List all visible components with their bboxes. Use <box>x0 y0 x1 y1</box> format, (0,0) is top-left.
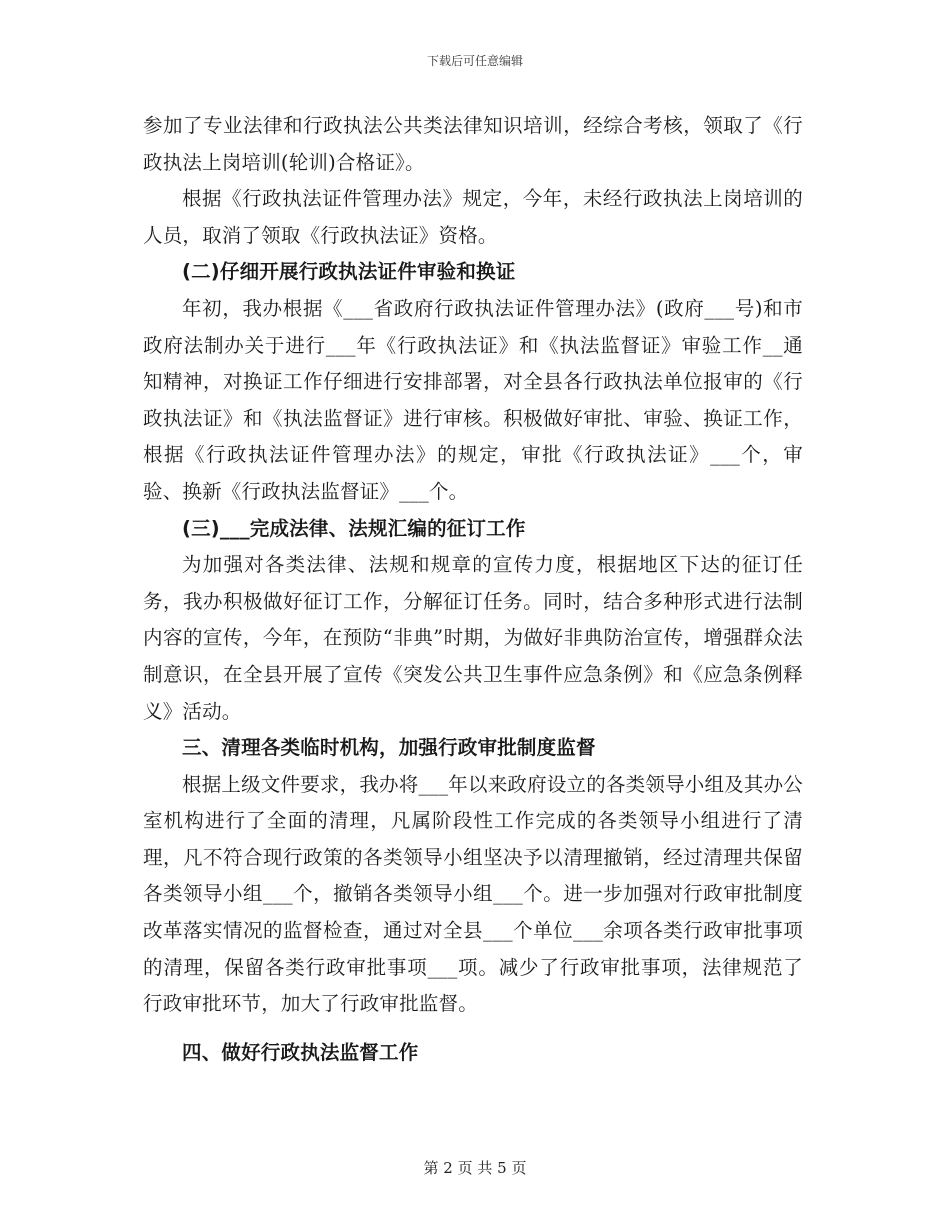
section-heading-temporary-agencies: 三、清理各类临时机构，加强行政审批制度监督 <box>182 736 596 760</box>
page-header: 下载后可任意编辑 <box>426 54 523 68</box>
paragraph-training-continued: 参加了专业法律和行政执法公共类法律知识培训，经综合考核，领取了《行政执法上岗培训(轮训)合格证》。 <box>143 114 803 174</box>
paragraph-temporary-agencies: 根据上级文件要求，我办将___年以来政府设立的各类领导小组及其办公室机构进行了全面的清理，凡属阶段性工作完成的各类领导小组进行了清理，凡不符合现行政策的各类领导小组坚决予以清理撤销，经过清理共保留各类领导小组___个，撤销各类领导小组___个。进一步加强对行政审批制度改革落实情况的监督检查，通过对全县___个单位___余项各类行政审批事项的清理，保留各类行政审批事项___项。减少了行政审批事项，法律规范了行政审批环节，加大了行政审批监督。 <box>143 772 803 1016</box>
paragraph-law-compilation: 为加强对各类法律、法规和规章的宣传力度，根据地区下达的征订任务，我办积极做好征订工作，分解征订任务。同时，结合多种形式进行法制内容的宣传，今年，在预防“非典”时期，为做好非典防治宣传，增强群众法制意识，在全县开展了宣传《突发公共卫生事件应急条例》和《应急条例释义》活动。 <box>143 553 803 723</box>
document-body <box>143 108 803 1071</box>
section-heading-law-compilation: (三)___完成法律、法规汇编的征订工作 <box>182 516 526 540</box>
paragraph-certificate-review: 年初，我办根据《___省政府行政执法证件管理办法》(政府___号)和市政府法制办关于进行___年《行政执法证》和《执法监督证》审验工作__通知精神，对换证工作仔细进行安排部署，对全县各行政执法单位报审的《行政执法证》和《执法监督证》进行审核。积极做好审批、审验、换证工作，根据《行政执法证件管理办法》的规定，审批《行政执法证》___个，审验、换新《行政执法监督证》___个。 <box>143 296 803 503</box>
page-number: 第 2 页 共 5 页 <box>423 1159 527 1177</box>
paragraph-certificate-rules: 根据《行政执法证件管理办法》规定，今年，未经行政执法上岗培训的人员，取消了领取《行政执法证》资格。 <box>143 187 803 247</box>
section-heading-certificate-review: (二)仔细开展行政执法证件审验和换证 <box>182 260 516 284</box>
section-heading-enforcement-supervision: 四、做好行政执法监督工作 <box>182 1040 419 1064</box>
